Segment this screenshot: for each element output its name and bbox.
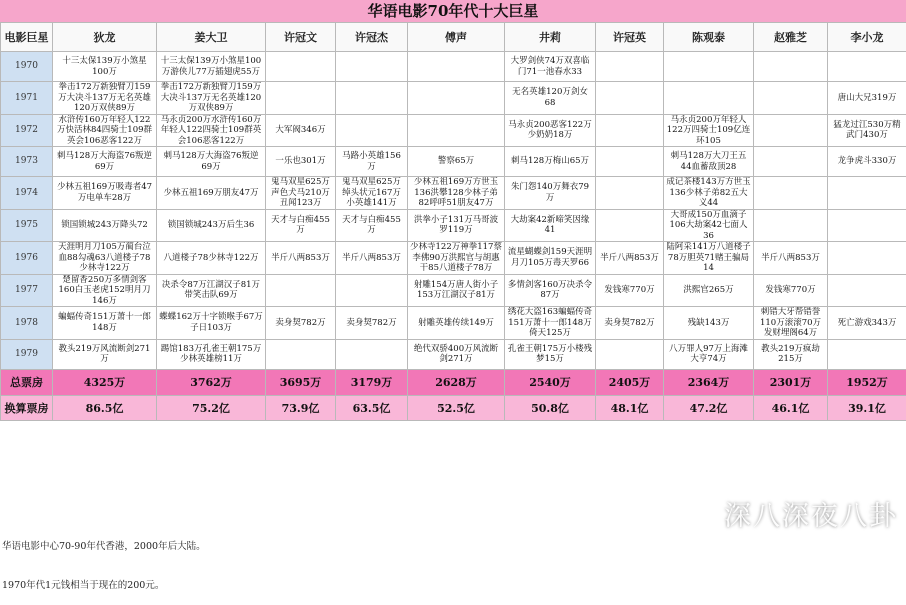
film-cell: 大哥成150万血滴子106大劫案42七面人36 xyxy=(664,209,754,242)
totals-row-value: 4325万 xyxy=(53,369,157,395)
film-cell: 鬼马双星625万绰头状元167万小英雄141万 xyxy=(336,177,408,210)
year-cell: 1976 xyxy=(1,242,53,275)
watermark-text: 深八深夜八卦 xyxy=(724,494,898,533)
table-row xyxy=(1,52,906,82)
film-cell xyxy=(754,114,828,147)
film-cell: 卖身契782万 xyxy=(266,307,336,340)
film-cell xyxy=(266,274,336,307)
film-cell: 射雕154万唐人街小子153万江湖汉子81万 xyxy=(408,274,505,307)
year-cell: 1978 xyxy=(1,307,53,340)
film-cell: 刺马128万梅山65万 xyxy=(505,147,596,177)
footnote-line: 1970年代1元钱相当于现在的200元。 xyxy=(2,579,206,592)
film-cell: 少林五祖169万朋友47万 xyxy=(157,177,266,210)
film-cell xyxy=(754,147,828,177)
totals-row-value: 2301万 xyxy=(754,369,828,395)
film-cell xyxy=(596,114,664,147)
film-cell: 楚留香250万多情剑客160白玉老虎152明月刀146万 xyxy=(53,274,157,307)
table-row xyxy=(1,307,906,340)
header-cell-star: 赵雅芝 xyxy=(754,23,828,52)
table-row xyxy=(1,177,906,210)
totals-row-value: 2405万 xyxy=(596,369,664,395)
year-cell: 1977 xyxy=(1,274,53,307)
film-cell xyxy=(336,274,408,307)
film-cell xyxy=(828,209,906,242)
converted-row-label: 换算票房 xyxy=(1,395,53,420)
header-cell-star: 许冠英 xyxy=(596,23,664,52)
film-cell: 多情剑客160万决杀令87万 xyxy=(505,274,596,307)
year-cell: 1975 xyxy=(1,209,53,242)
film-cell: 马永贞200万年轻人122万四骑士109亿连环105 xyxy=(664,114,754,147)
film-cell: 蝶蝶162万十字锁喉手67万子日103万 xyxy=(157,307,266,340)
table-row xyxy=(1,274,906,307)
film-cell xyxy=(828,177,906,210)
film-cell: 八万罪人97万上海滩大亨74万 xyxy=(664,339,754,369)
film-cell: 无名英雄120万剑女68 xyxy=(505,82,596,115)
totals-row-value: 3695万 xyxy=(266,369,336,395)
film-cell: 拳击172万新独臂刀159万大决斗137万无名英雄120万双侠89万 xyxy=(157,82,266,115)
film-cell: 发钱寒770万 xyxy=(754,274,828,307)
film-cell: 马永贞200万水浒传160万年轻人122四骑士109群英会106恶客122万 xyxy=(157,114,266,147)
film-cell: 卖身契782万 xyxy=(596,307,664,340)
header-cell-star: 傅声 xyxy=(408,23,505,52)
film-cell: 少林寺122万神拳117蔡李佛90万洪熙官与胡惠干85八道楼子78万 xyxy=(408,242,505,275)
film-cell: 陆阿采141万八道楼子78万胆英71赌王骗局14 xyxy=(664,242,754,275)
film-cell xyxy=(828,339,906,369)
header-row xyxy=(1,23,906,52)
converted-row-value: 63.5亿 xyxy=(336,395,408,420)
film-cell xyxy=(266,82,336,115)
film-cell: 发钱寒770万 xyxy=(596,274,664,307)
table-row xyxy=(1,147,906,177)
converted-row xyxy=(1,395,906,420)
film-cell: 锁国锁城243万降头72 xyxy=(53,209,157,242)
year-cell: 1972 xyxy=(1,114,53,147)
converted-row-value: 86.5亿 xyxy=(53,395,157,420)
converted-row-value: 48.1亿 xyxy=(596,395,664,420)
totals-row-value: 3179万 xyxy=(336,369,408,395)
film-cell: 流星蝴蝶剑159天涯明月刀105万毒天罗66 xyxy=(505,242,596,275)
totals-row-label: 总票房 xyxy=(1,369,53,395)
film-cell: 教头219万疯劫215万 xyxy=(754,339,828,369)
totals-row-value: 1952万 xyxy=(828,369,906,395)
header-cell-corner: 电影巨星 xyxy=(1,23,53,52)
totals-row xyxy=(1,369,906,395)
film-cell: 马永贞200恶客122万少奶奶18万 xyxy=(505,114,596,147)
film-cell: 大劫案42新啼笑因缘41 xyxy=(505,209,596,242)
table-row xyxy=(1,82,906,115)
film-cell: 十三太保139万小煞星100万游侠儿77万插翅虎55万 xyxy=(157,52,266,82)
film-cell xyxy=(754,82,828,115)
film-cell: 踢馆183万孔雀王朝175万少林英雄榜11万 xyxy=(157,339,266,369)
film-cell xyxy=(336,339,408,369)
film-cell: 锁国锁城243万后生36 xyxy=(157,209,266,242)
header-cell-star: 许冠杰 xyxy=(336,23,408,52)
header-cell-star: 陈观泰 xyxy=(664,23,754,52)
film-cell xyxy=(754,177,828,210)
film-cell: 半斤八两853万 xyxy=(596,242,664,275)
film-cell xyxy=(336,82,408,115)
header-cell-star: 井莉 xyxy=(505,23,596,52)
table-row xyxy=(1,209,906,242)
film-cell: 水浒传160万年轻人122万快活林84四骑士109群英会106恶客122万 xyxy=(53,114,157,147)
film-cell: 鬼马双星625万声色犬马210万丑闻123万 xyxy=(266,177,336,210)
film-cell: 教头219万风流断剑271万 xyxy=(53,339,157,369)
film-cell xyxy=(828,274,906,307)
film-cell xyxy=(828,52,906,82)
film-cell: 唐山大兄319万 xyxy=(828,82,906,115)
year-cell: 1971 xyxy=(1,82,53,115)
converted-row-value: 50.8亿 xyxy=(505,395,596,420)
film-cell: 残缺143万 xyxy=(664,307,754,340)
film-cell: 十三太保139万小煞星100万 xyxy=(53,52,157,82)
totals-row-value: 3762万 xyxy=(157,369,266,395)
film-cell xyxy=(336,114,408,147)
film-cell: 警察65万 xyxy=(408,147,505,177)
film-cell: 八道楼子78少林寺122万 xyxy=(157,242,266,275)
film-cell xyxy=(596,339,664,369)
film-cell xyxy=(408,82,505,115)
film-cell: 龙争虎斗330万 xyxy=(828,147,906,177)
film-cell: 大罗剑侠74万双喜临门71一池春水33 xyxy=(505,52,596,82)
film-cell: 射雕英雄传续149万 xyxy=(408,307,505,340)
converted-row-value: 75.2亿 xyxy=(157,395,266,420)
film-cell: 天涯明月刀105万蔺台泣血88勾魂63八道楼子78少林寺122万 xyxy=(53,242,157,275)
film-cell: 马路小英雄156万 xyxy=(336,147,408,177)
film-cell xyxy=(754,209,828,242)
film-cell xyxy=(408,52,505,82)
film-cell: 少林五祖169万吸毒者47万电单车28万 xyxy=(53,177,157,210)
year-cell: 1970 xyxy=(1,52,53,82)
header-cell-star: 许冠文 xyxy=(266,23,336,52)
footnote xyxy=(2,514,206,605)
converted-row-value: 73.9亿 xyxy=(266,395,336,420)
film-cell xyxy=(596,209,664,242)
film-cell: 半斤八两853万 xyxy=(336,242,408,275)
footnote-line: 华语电影中心70-90年代香港，2000年后大陆。 xyxy=(2,540,206,553)
film-cell xyxy=(828,242,906,275)
film-cell xyxy=(596,82,664,115)
watermark xyxy=(690,496,898,530)
table-row xyxy=(1,242,906,275)
box-office-table xyxy=(0,22,906,421)
film-cell xyxy=(664,82,754,115)
film-cell: 半斤八两853万 xyxy=(754,242,828,275)
film-cell xyxy=(336,52,408,82)
converted-row-value: 46.1亿 xyxy=(754,395,828,420)
film-cell: 天才与白痴455万 xyxy=(336,209,408,242)
year-cell: 1974 xyxy=(1,177,53,210)
film-cell: 拳击172万新独臂刀159万大决斗137万无名英雄120万双侠89万 xyxy=(53,82,157,115)
film-cell: 刺马128万大海盗76叛逆69万 xyxy=(157,147,266,177)
header-cell-star: 李小龙 xyxy=(828,23,906,52)
converted-row-value: 39.1亿 xyxy=(828,395,906,420)
film-cell: 半斤八两853万 xyxy=(266,242,336,275)
film-cell: 大军阀346万 xyxy=(266,114,336,147)
film-cell: 朱门怨140万舞衣79万 xyxy=(505,177,596,210)
year-cell: 1973 xyxy=(1,147,53,177)
totals-row-value: 2364万 xyxy=(664,369,754,395)
film-cell: 刺错大牙帮错誉110万滚滚70万发财埋阁64万 xyxy=(754,307,828,340)
film-cell: 成记茶楼143万方世玉136少林子弟82五大义44 xyxy=(664,177,754,210)
film-cell xyxy=(754,52,828,82)
film-cell: 卖身契782万 xyxy=(336,307,408,340)
wechat-icon xyxy=(690,501,718,525)
film-cell xyxy=(596,177,664,210)
header-cell-star: 狄龙 xyxy=(53,23,157,52)
header-cell-star: 姜大卫 xyxy=(157,23,266,52)
totals-row-value: 2540万 xyxy=(505,369,596,395)
film-cell: 死亡游戏343万 xyxy=(828,307,906,340)
film-cell: 猛龙过江530万精武门430万 xyxy=(828,114,906,147)
film-cell xyxy=(408,114,505,147)
table-row xyxy=(1,114,906,147)
film-cell: 一乐也301万 xyxy=(266,147,336,177)
film-cell: 刺马128万大刀王五44血蓄敌顶28 xyxy=(664,147,754,177)
converted-row-value: 52.5亿 xyxy=(408,395,505,420)
film-cell: 孔雀王朝175万小楼残梦15万 xyxy=(505,339,596,369)
film-cell xyxy=(266,339,336,369)
film-cell: 少林五祖169万方世玉136洪攀128少林子弟82呼呼51朋友47万 xyxy=(408,177,505,210)
film-cell: 天才与白痴455万 xyxy=(266,209,336,242)
totals-row-value: 2628万 xyxy=(408,369,505,395)
converted-row-value: 47.2亿 xyxy=(664,395,754,420)
table-title: 华语电影70年代十大巨星 xyxy=(0,0,906,22)
film-cell: 洪拳小子131万马哥波罗119万 xyxy=(408,209,505,242)
table-row xyxy=(1,339,906,369)
film-cell: 蝙蝠传奇151万萧十一郎148万 xyxy=(53,307,157,340)
film-cell xyxy=(664,52,754,82)
film-cell: 绝代双骄400万风流断剑271万 xyxy=(408,339,505,369)
film-cell xyxy=(266,52,336,82)
film-cell xyxy=(596,52,664,82)
film-cell: 洪熙官265万 xyxy=(664,274,754,307)
film-cell: 刺马128万大海盗76叛逆69万 xyxy=(53,147,157,177)
film-cell: 决杀令87万江湖汉子81万带笑击队69万 xyxy=(157,274,266,307)
film-cell xyxy=(596,147,664,177)
film-cell: 绣花大盗163蝙蝠传奇151万萧十一郎148万倚天125万 xyxy=(505,307,596,340)
year-cell: 1979 xyxy=(1,339,53,369)
